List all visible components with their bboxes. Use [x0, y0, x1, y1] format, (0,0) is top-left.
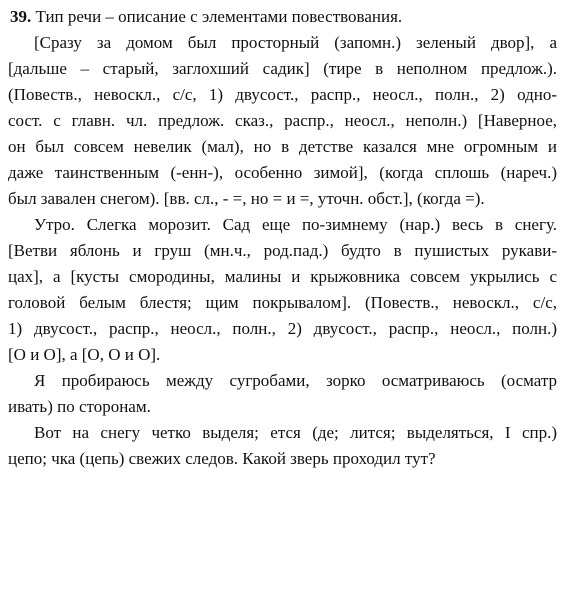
text-line: [Сразу за домом был просторный (запомн.) зеленый двор], а	[34, 33, 557, 52]
text-line: головой белым блестя; щим покрывалом]. (Повеств., невоскл., с/с,	[8, 293, 557, 312]
text-line: даже таинственным (-енн-), особенно зимой], (когда сплошь (нареч.)	[8, 163, 557, 182]
text-line: цах], а [кусты смородины, малины и крыжовника совсем укрылись с	[8, 267, 557, 286]
text-line: цепо; чка (цепь) свежих следов. Какой зверь проходил тут?	[8, 449, 436, 468]
text-line: [Ветви яблонь и груш (мн.ч., род.пад.) будто в пушистых рукави-	[8, 241, 557, 260]
text-line: Я пробираюсь между сугробами, зорко осматриваюсь (осматр	[34, 371, 557, 390]
task-number: 39.	[10, 7, 32, 26]
paragraph-3	[8, 368, 557, 420]
text-line: сост. с главн. чл. предлож. сказ., распр., неосл., неполн.) [Наверное,	[8, 111, 557, 130]
text-line: ивать) по сторонам.	[8, 397, 151, 416]
text-line: был завален снегом). [вв. сл., - =, но = и =, уточн. обст.], (когда =).	[8, 189, 485, 208]
text-line: 1) двусост., распр., неосл., полн., 2) двусост., распр., неосл., полн.)	[8, 319, 557, 338]
paragraph-1	[8, 30, 557, 212]
paragraph-2	[8, 212, 557, 368]
text-line: [О и О], а [О, О и О].	[8, 345, 161, 364]
text-line: [дальше – старый, заглохший садик] (тире в неполном предлож.).	[8, 59, 557, 78]
paragraph-4	[8, 420, 557, 472]
text-line: он был совсем невелик (мал), но в детстве казался мне огромным и	[8, 137, 557, 156]
text-line: Утро. Слегка морозит. Сад еще по-зимнему (нар.) весь в снегу.	[34, 215, 557, 234]
task-heading	[10, 4, 557, 30]
text-line: Вот на снегу четко выделя; ется (де; лится; выделяться, I спр.)	[34, 423, 557, 442]
task-title: Тип речи – описание с элементами повествования.	[35, 7, 403, 26]
text-line: (Повеств., невоскл., с/с, 1) двусост., распр., неосл., полн., 2) одно-	[8, 85, 557, 104]
